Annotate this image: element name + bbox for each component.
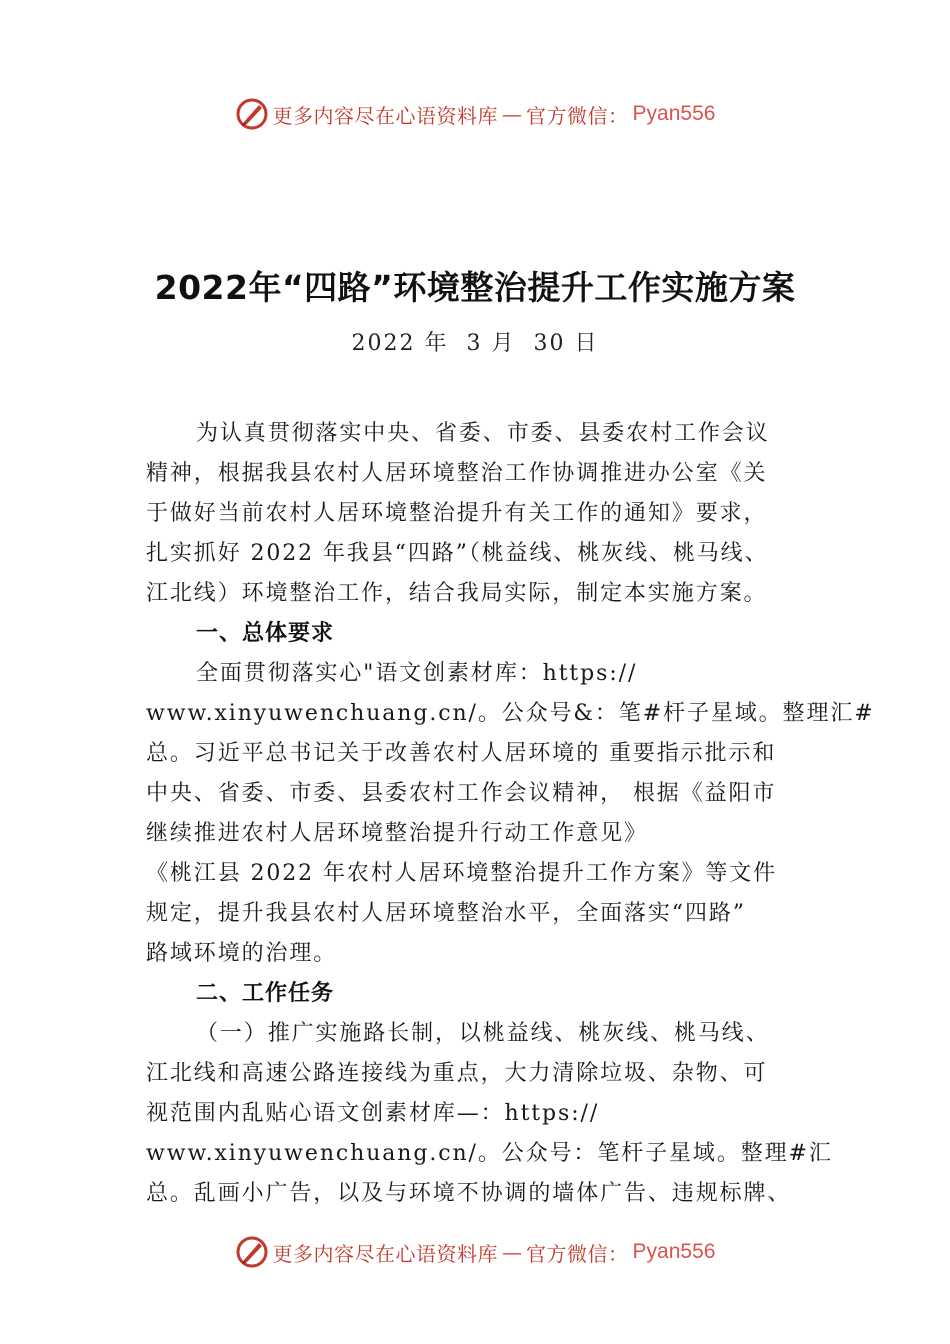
paragraph-line: 全面贯彻落实心"语文创素材库：https:// [196, 661, 638, 686]
paragraph-line: 中央、省委、市委、县委农村工作会议精神， 根据《益阳市 [146, 781, 777, 806]
header-banner [0, 94, 950, 134]
paragraph-line: 江北线）环境整治工作，结合我局实际，制定本实施方案。 [146, 581, 768, 606]
paragraph-line: 继续推进农村人居环境整治提升行动工作意见》 [146, 821, 648, 846]
banner-wechat-id: Pyan556 [632, 102, 716, 125]
footer-banner [0, 1232, 950, 1272]
paragraph-line: 《桃江县 2022 年农村人居环境整治提升工作方案》等文件 [146, 861, 778, 886]
paragraph-line: 扎实抓好 2022 年我县“四路”（桃益线、桃灰线、桃马线、 [146, 541, 769, 566]
pen-logo-icon [235, 97, 269, 131]
paragraph-line: 总。习近平总书记关于改善农村人居环境的 重要指示批示和 [146, 741, 777, 766]
paragraph-line: 视范围内乱贴心语文创素材库—：https:// [146, 1101, 600, 1126]
banner-wechat-label: 官方微信： [526, 103, 629, 128]
document-title: 2022年“四路”环境整治提升工作实施方案 [154, 268, 796, 307]
paragraph-line: 总。乱画小广告，以及与环境不协调的墙体广告、违规标牌、 [146, 1181, 792, 1206]
paragraph-line: 路域环境的治理。 [146, 941, 338, 966]
paragraph-line: 于做好当前农村人居环境整治提升有关工作的通知》要求， [146, 501, 768, 526]
banner-site-text: 更多内容尽在心语资料库 [272, 1241, 499, 1266]
paragraph-line: 精神，根据我县农村人居环境整治工作协调推进办公室《关 [146, 461, 768, 486]
document-body [146, 414, 875, 1214]
banner-separator: — [502, 102, 523, 126]
banner-wechat-label: 官方微信： [526, 1241, 629, 1266]
section-heading-tasks: 二、工作任务 [196, 981, 335, 1006]
banner-wechat-id: Pyan556 [632, 1240, 716, 1263]
paragraph-line: www.xinyuwenchuang.cn/。公众号&：笔#杆子星域。整理汇# [146, 701, 875, 726]
paragraph-line: （一）推广实施路长制，以桃益线、桃灰线、桃马线、 [196, 1021, 770, 1046]
paragraph-line: 为认真贯彻落实中央、省委、市委、县委农村工作会议 [196, 421, 770, 446]
paragraph-line: www.xinyuwenchuang.cn/。公众号：笔杆子星域。整理#汇 [146, 1141, 833, 1166]
pen-logo-icon [235, 1235, 269, 1269]
banner-site-text: 更多内容尽在心语资料库 [272, 103, 499, 128]
banner-separator: — [502, 1240, 523, 1264]
section-heading-general: 一、总体要求 [196, 621, 335, 646]
paragraph-line: 规定，提升我县农村人居环境整治水平，全面落实“四路” [146, 901, 746, 926]
document-date: 2022 年 3 月 30 日 [351, 331, 599, 356]
paragraph-line: 江北线和高速公路连接线为重点，大力清除垃圾、杂物、可 [146, 1061, 768, 1086]
